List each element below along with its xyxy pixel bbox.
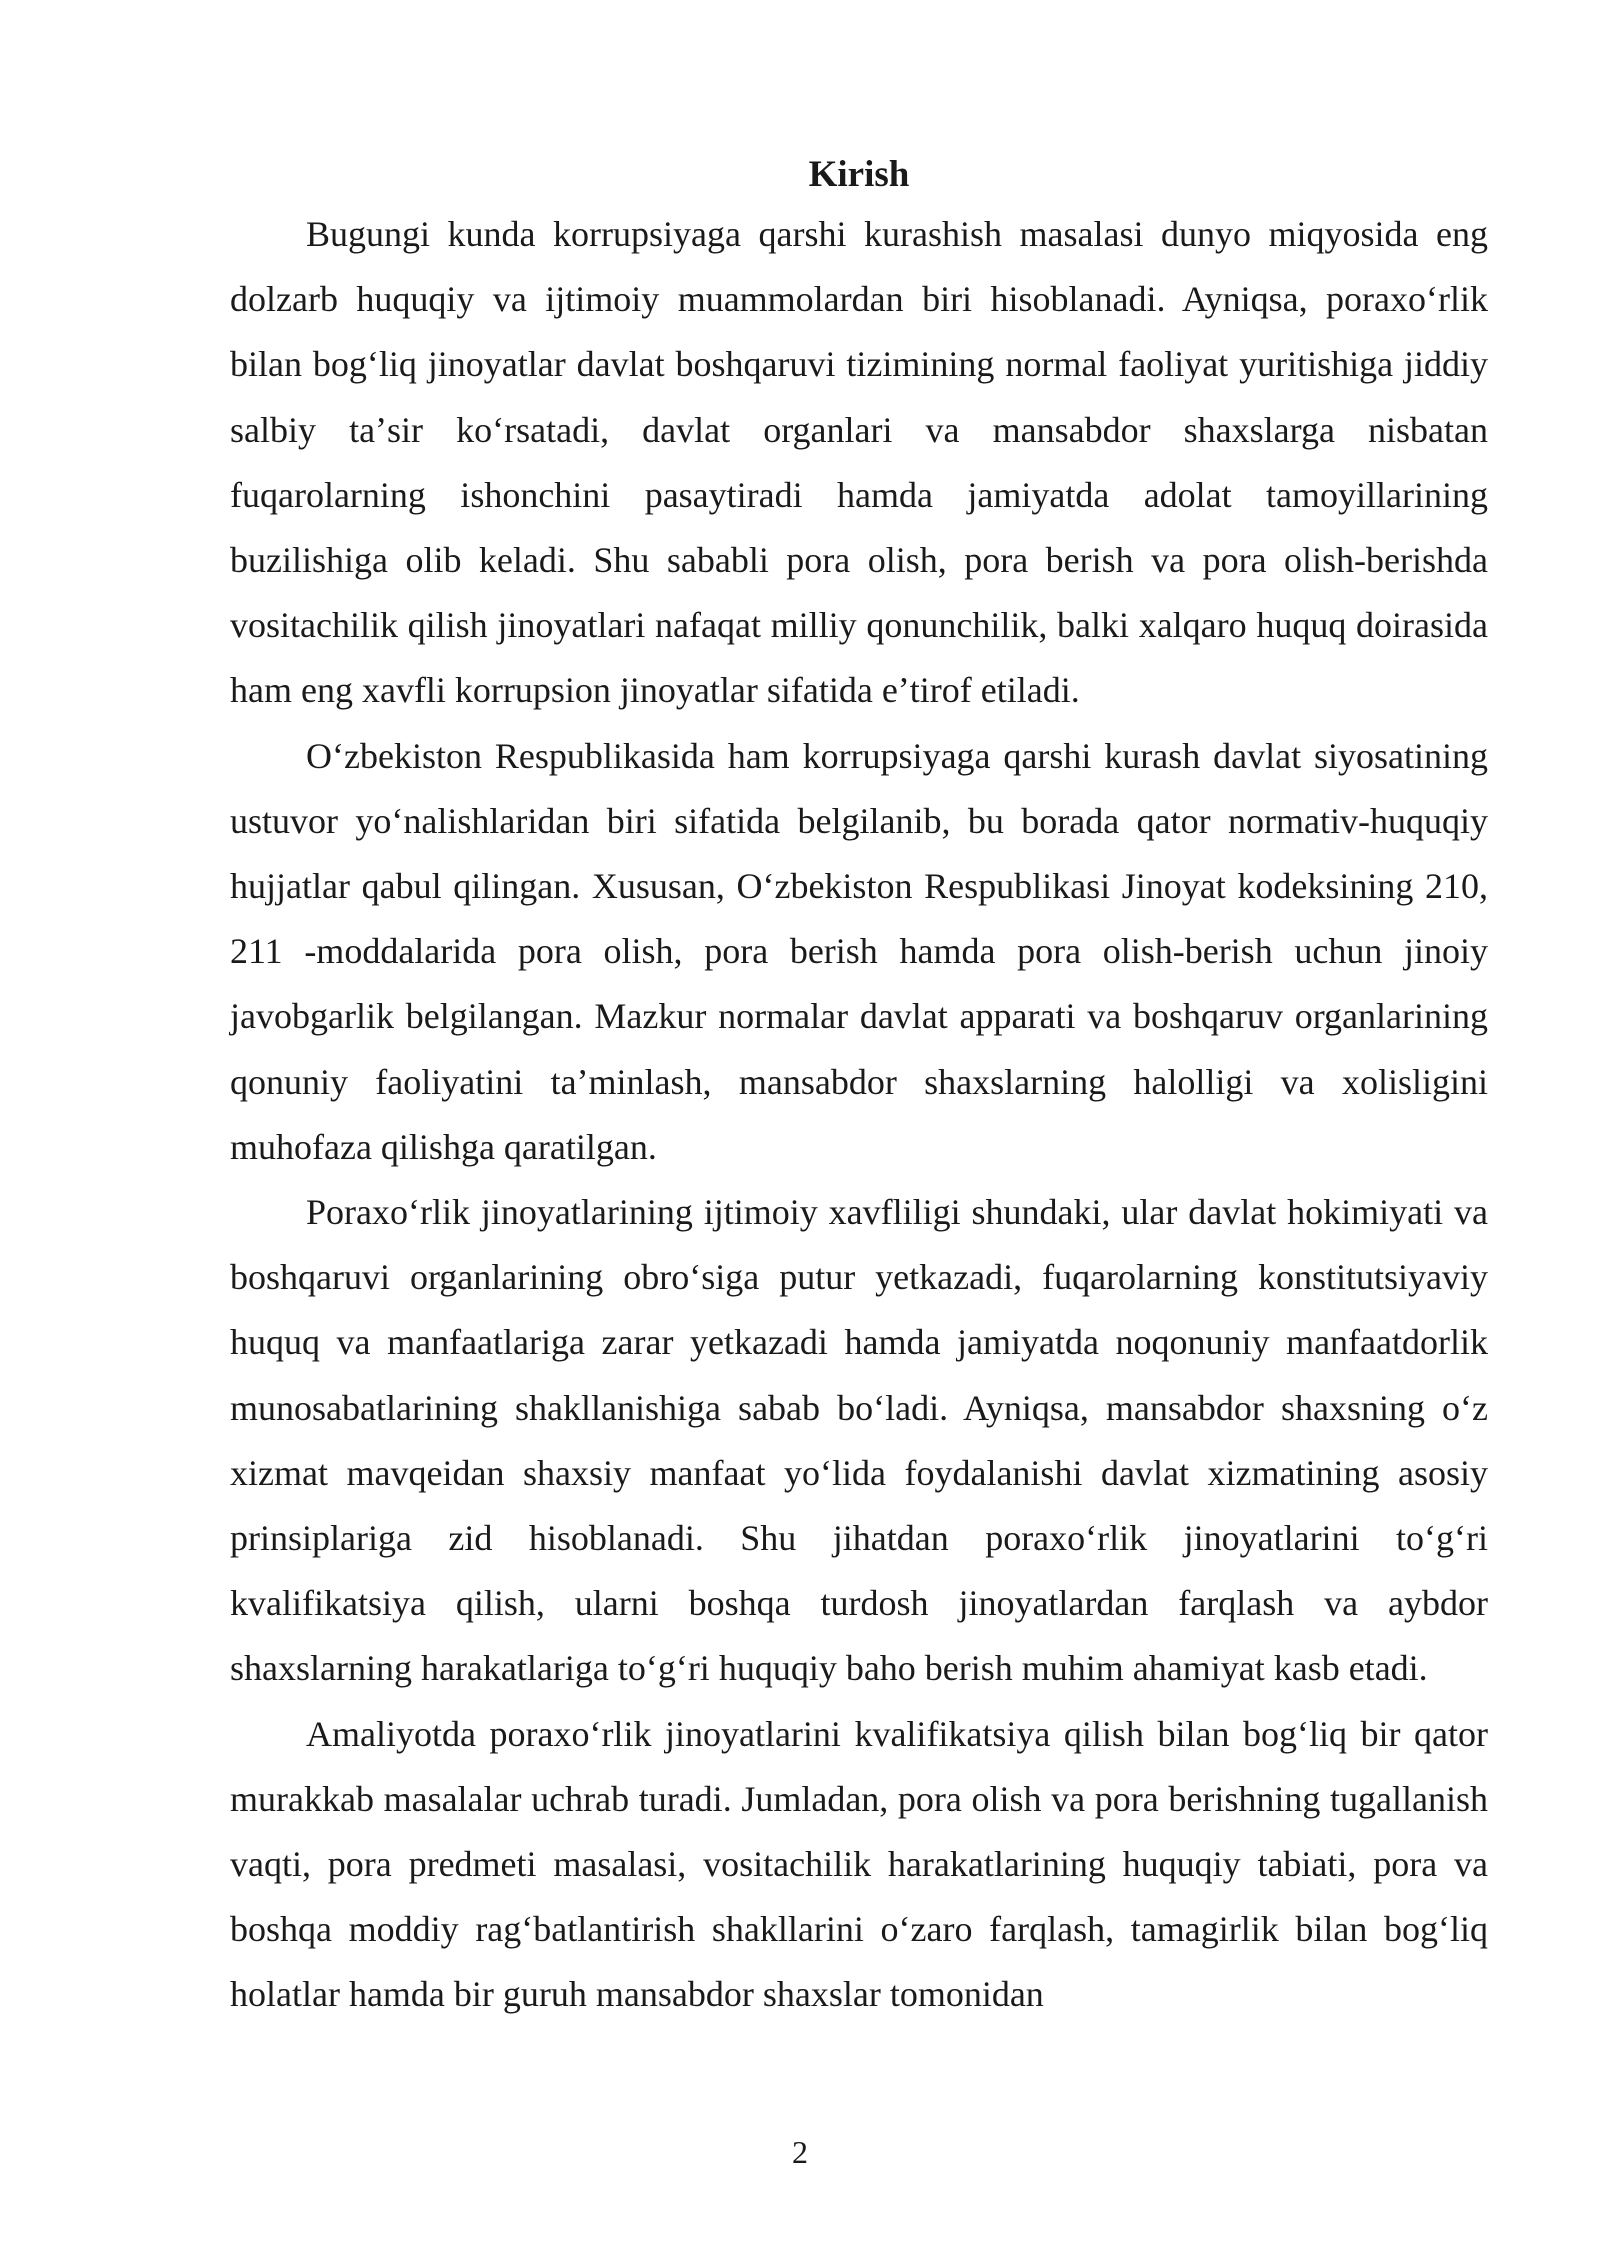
paragraph: Poraxoʻrlik jinoyatlarining ijtimoiy xavfliligi shundaki, ular davlat hokimiyati va boshqaruvi organlarining obroʻsiga putur yetkazadi, fuqarolarning konstitutsiyaviy huquq va manfaatlariga zarar yetkazadi hamda jamiyatda noqonuniy manfaatdorlik munosabatlarining shakllanishiga sabab boʻladi. Ayniqsa, mansabdor shaxsning oʻz xizmat mavqeidan shaxsiy manfaat yoʻlida foydalanishi davlat xizmatining asosiy prinsiplariga zid hisoblanadi. Shu jihatdan poraxoʻrlik jinoyatlarini toʻgʻri kvalifikatsiya qilish, ularni boshqa turdosh jinoyatlardan farqlash va aybdor shaxslarning harakatlariga toʻgʻri huquqiy baho berish muhim ahamiyat kasb etadi.: [230, 1192, 1488, 1689]
section-title: Kirish: [808, 154, 910, 195]
paragraph: Amaliyotda poraxoʻrlik jinoyatlarini kvalifikatsiya qilish bilan bogʻliq bir qator murakkab masalalar uchrab turadi. Jumladan, pora olish va pora berishning tugallanish vaqti, pora predmeti masalasi, vositachilik harakatlarining huquqiy tabiati, pora va boshqa moddiy ragʻbatlantirish shakllarini oʻzaro farqlash, tamagirlik bilan bogʻliq holatlar hamda bir guruh mansabdor shaxslar tomonidan: [230, 1713, 1488, 2015]
page-content: [230, 150, 1488, 2028]
paragraph: Oʻzbekiston Respublikasida ham korrupsiyaga qarshi kurash davlat siyosatining ustuvor yoʻnalishlaridan biri sifatida belgilanib, bu borada qator normativ-huquqiy hujjatlar qabul qilingan. Xususan, Oʻzbekiston Respublikasi Jinoyat kodeksining 210, 211 -moddalarida pora olish, pora berish hamda pora olish-berish uchun jinoiy javobgarlik belgilangan. Mazkur normalar davlat apparati va boshqaruv organlarining qonuniy faoliyatini taʼminlash, mansabdor shaxslarning halolligi va xolisligini muhofaza qilishga qaratilgan.: [230, 735, 1488, 1167]
paragraph: Bugungi kunda korrupsiyaga qarshi kurashish masalasi dunyo miqyosida eng dolzarb huquqiy va ijtimoiy muammolardan biri hisoblanadi. Ayniqsa, poraxoʻrlik bilan bogʻliq jinoyatlar davlat boshqaruvi tizimining normal faoliyat yuritishiga jiddiy salbiy taʼsir koʻrsatadi, davlat organlari va mansabdor shaxslarga nisbatan fuqarolarning ishonchini pasaytiradi hamda jamiyatda adolat tamoyillarining buzilishiga olib keladi. Shu sababli pora olish, pora berish va pora olish-berishda vositachilik qilish jinoyatlari nafaqat milliy qonunchilik, balki xalqaro huquq doirasida ham eng xavfli korrupsion jinoyatlar sifatida eʼtirof etiladi.: [230, 214, 1488, 711]
page-number: 2: [792, 2134, 808, 2170]
